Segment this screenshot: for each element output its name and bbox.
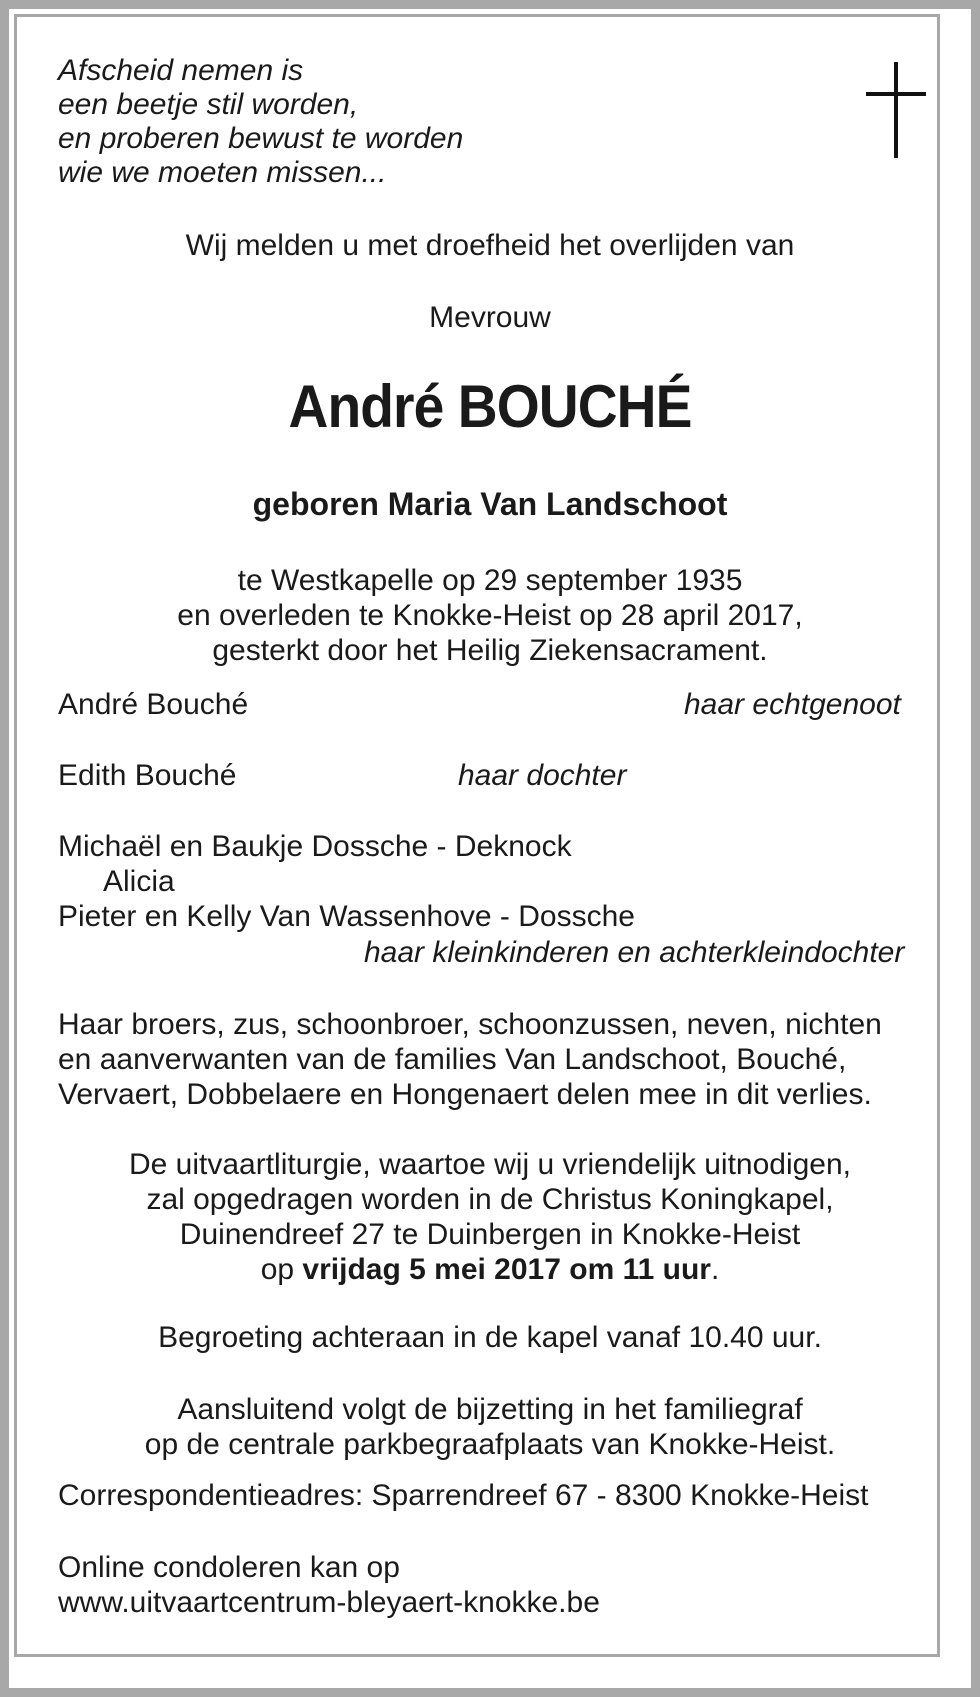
life-dates xyxy=(0,563,980,668)
poem-line: Afscheid nemen is xyxy=(58,54,304,87)
burial-line: Aansluitend volgt de bijzetting in het familiegraf xyxy=(177,1393,803,1426)
family-line: Haar broers, zus, schoonbroer, schoonzussen, neven, nichten xyxy=(58,1008,882,1041)
funeral-line: De uitvaartliturgie, waartoe wij u vriendelijk uitnodigen, xyxy=(128,1148,852,1181)
announcement-intro: Wij melden u met droefheid het overlijden van xyxy=(185,229,795,262)
greeting-info: Begroeting achteraan in de kapel vanaf 10.40 uur. xyxy=(158,1321,822,1354)
daughter-name: Edith Bouché xyxy=(58,759,237,792)
grandchildren-role: haar kleinkinderen en achterkleindochter xyxy=(364,936,905,969)
family-line: en aanverwanten van de families Van Landschoot, Bouché, xyxy=(58,1043,847,1076)
family-paragraph xyxy=(58,1007,882,1112)
funeral-date: vrijdag 5 mei 2017 om 11 uur xyxy=(302,1253,711,1286)
online-label: Online condoleren kan op xyxy=(58,1551,400,1584)
grandchild-line: Pieter en Kelly Van Wassenhove - Dossche xyxy=(58,900,635,933)
poem-line: wie we moeten missen... xyxy=(58,156,387,189)
honorific: Mevrouw xyxy=(429,301,551,334)
family-line: Vervaert, Dobbelaere en Hongenaert delen mee in dit verlies. xyxy=(58,1078,872,1111)
condolence-url[interactable]: www.uitvaartcentrum-bleyaert-knokke.be xyxy=(58,1586,600,1619)
burial-line: op de centrale parkbegraafplaats van Knokke-Heist. xyxy=(144,1428,836,1461)
birth-name: geboren Maria Van Landschoot xyxy=(252,486,728,522)
dates-line: en overleden te Knokke-Heist op 28 april 2017, xyxy=(177,599,803,632)
dates-line: te Westkapelle op 29 september 1935 xyxy=(237,564,743,597)
poem xyxy=(58,54,463,190)
funeral-line: Duinendreef 27 te Duinbergen in Knokke-Heist xyxy=(179,1218,801,1251)
great-grandchild-line: Alicia xyxy=(103,865,175,898)
correspondence-address: Correspondentieadres: Sparrendreef 67 - 8300 Knokke-Heist xyxy=(58,1479,869,1512)
dates-line: gesterkt door het Heilig Ziekensacrament. xyxy=(212,634,768,667)
funeral-line: zal opgedragen worden in de Christus Koningkapel, xyxy=(146,1183,834,1216)
funeral-details xyxy=(0,1147,980,1287)
poem-line: en proberen bewust te worden xyxy=(58,122,464,155)
husband-role: haar echtgenoot xyxy=(684,688,901,721)
deceased-name: André BOUCHÉ xyxy=(288,373,692,440)
cross-icon xyxy=(866,62,926,158)
online-condolence xyxy=(58,1550,600,1620)
burial-info xyxy=(0,1392,980,1462)
husband-name: André Bouché xyxy=(58,688,249,721)
daughter-role: haar dochter xyxy=(458,759,627,792)
poem-line: een beetje stil worden, xyxy=(58,88,359,121)
funeral-date-line: op vrijdag 5 mei 2017 om 11 uur. xyxy=(260,1253,720,1286)
grandchild-line: Michaël en Baukje Dossche - Deknock xyxy=(58,830,572,863)
